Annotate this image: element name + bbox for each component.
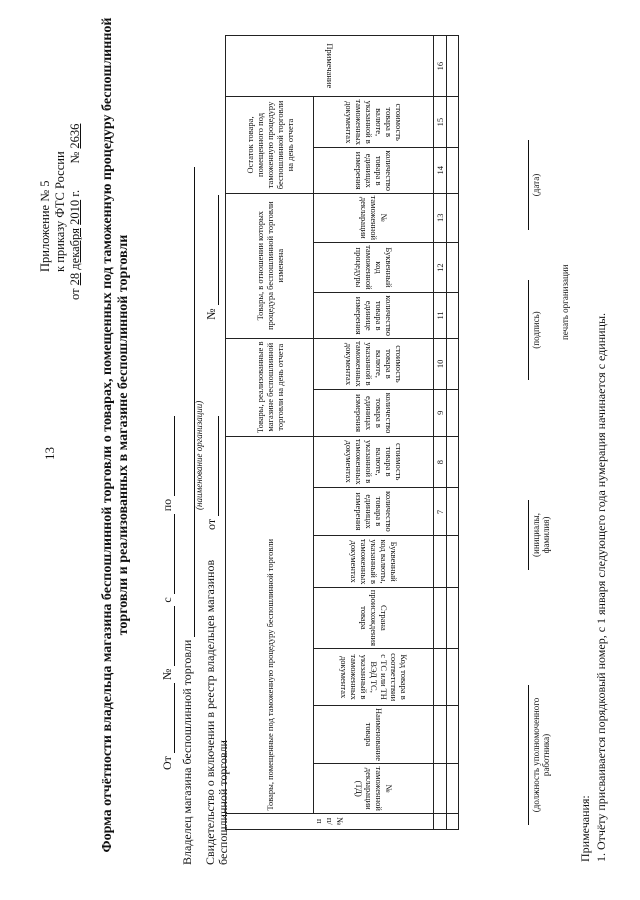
group-header-goods-changed: Товары, в отношении которых процедура беспошлинной торговли изменена (226, 193, 314, 338)
col-number: 14 (434, 147, 447, 193)
col-number: 11 (434, 293, 447, 339)
col-header-goods-name: Наименование товара (314, 706, 434, 764)
col-number: 16 (434, 36, 447, 97)
empty-cell (447, 649, 459, 706)
appendix-block (38, 60, 83, 300)
appendix-order: к приказу ФТС России (53, 151, 67, 272)
period-to-label: по (160, 498, 174, 512)
col-header-placed-quantity: количество товара в единицах измерения (314, 488, 434, 536)
appendix-year-suffix: г. (68, 189, 82, 197)
appendix-date-year: 2010 (68, 199, 82, 225)
certificate-number: № (204, 308, 218, 320)
signature-caption: (подпись) (528, 280, 541, 380)
position-caption: (должность уполномоченного работника) (528, 685, 551, 825)
empty-cell (447, 147, 459, 193)
col-number: 12 (434, 243, 447, 293)
report-period-line (160, 416, 175, 770)
col-header-procedure-code: Буквенный код таможенной процедуры (314, 243, 434, 293)
report-table (225, 35, 459, 830)
number-label: № (160, 668, 174, 681)
group-header-goods-sold: Товары, реализованные в магазине беспошлинной торговли на день отчета (226, 338, 314, 436)
col-number: 15 (434, 97, 447, 148)
col-number: 8 (434, 436, 447, 488)
owner-line (180, 167, 195, 865)
col-header-declaration-number: № таможенной декларации (ТД) (314, 764, 434, 814)
col-number: 7 (434, 488, 447, 536)
period-from-label: с (160, 597, 174, 603)
notes-heading: Примечания: (578, 795, 592, 862)
empty-cell (447, 488, 459, 536)
certificate-from: от (204, 518, 218, 530)
group-header-goods-placed: Товары, помещенные под таможенную процедуру беспошлинной торговли (226, 436, 314, 813)
col-header-sold-quantity: количество товара в единицах измерения (314, 389, 434, 436)
col-number (434, 536, 447, 588)
col-header-placed-value: стоимость товара в валюте, указанной в таможенных документах (314, 436, 434, 488)
col-header-row-number: № п/п (226, 813, 434, 829)
col-number: 10 (434, 338, 447, 389)
certificate-line (204, 195, 219, 530)
col-number (434, 588, 447, 649)
empty-cell (447, 293, 459, 339)
owner-caption: (наименование организации) (194, 400, 204, 510)
col-number (434, 649, 447, 706)
empty-cell (447, 97, 459, 148)
col-header-remainder-quantity: количество товара в единицах измерения (314, 147, 434, 193)
note-item-1: 1. Отчёту присваивается порядковый номер, с 1 января следующего года нумерация начинается с единицы. (594, 312, 608, 862)
appendix-title: Приложение № 5 (38, 180, 52, 272)
empty-cell (447, 536, 459, 588)
appendix-date-line (68, 60, 83, 300)
form-title: Форма отчётности владельца магазина беспошлинной торговли о товарах, помещенных под таможенную процедуру беспошлинной торговли и реализованных в магазине беспошлинной торговли (100, 17, 131, 853)
col-header-changed-declaration: № таможенной декларации (314, 193, 434, 242)
from-label: От (160, 756, 174, 770)
appendix-num-label: № (68, 151, 82, 164)
empty-cell (447, 193, 459, 242)
col-header-country: Страна происхождения товара (314, 588, 434, 649)
empty-cell (447, 36, 459, 97)
empty-cell (447, 813, 459, 829)
col-number: 9 (434, 389, 447, 436)
col-header-goods-code: Код товара в соответствии с ТС или ТН ВЭД ТС, указанный в таможенных документах (314, 649, 434, 706)
empty-cell (447, 389, 459, 436)
col-header-changed-quantity: количество товара в единице измерения (314, 293, 434, 339)
certificate-label: Свидетельство о включении в реестр владельцев магазинов беспошлинной торговли (203, 559, 230, 865)
empty-cell (447, 706, 459, 764)
empty-cell (447, 436, 459, 488)
appendix-date-month: декабря (68, 227, 82, 270)
group-header-note: Примечание (226, 36, 434, 97)
stamp-caption: печать организации (560, 264, 570, 340)
empty-cell (447, 338, 459, 389)
appendix-order-number: 2636 (68, 123, 82, 149)
initials-caption: (инициалы, фамилия) (528, 500, 551, 570)
owner-label: Владелец магазина беспошлинной торговли (180, 639, 194, 865)
col-header-remainder-value: стоимость товара в валюте, указанной в таможенных документах (314, 97, 434, 148)
col-number: 13 (434, 193, 447, 242)
page-number: 13 (42, 447, 57, 460)
empty-cell (447, 588, 459, 649)
group-header-remainder: Остаток товара, помещенного под таможенную процедуру беспошлинной торговли на день отчета (226, 97, 314, 193)
col-number (434, 764, 447, 814)
col-header-currency-code: Буквенный код валюты, указанный в таможенных документах (314, 536, 434, 588)
empty-cell (447, 243, 459, 293)
appendix-date-prefix: от (68, 288, 82, 300)
appendix-date-day: 28 (68, 272, 82, 286)
col-number (434, 706, 447, 764)
col-header-sold-value: стоимость товара в валюте, указанной в таможенных документах (314, 338, 434, 389)
empty-cell (447, 764, 459, 814)
date-caption: (дата) (528, 140, 541, 230)
col-number (434, 813, 447, 829)
